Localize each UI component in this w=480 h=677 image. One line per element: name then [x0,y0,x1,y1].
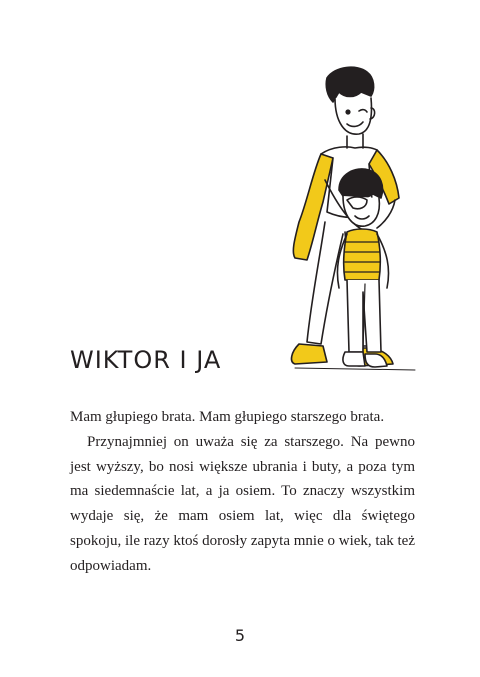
chapter-title: WIKTOR I JA [70,346,222,374]
paragraph-2: Przynajmniej on uważa się za starszego. Na pewno jest wyższy, bo nosi większe ubrania i buty, a poza tym ma siedemnaście lat, a ja osiem. To znaczy wszystkim wydaje się, że mam osiem lat, więc dla świętego spokoju, ile razy ktoś dorosły zapyta mnie o wiek, tak też odpowiadam. [70,433,415,574]
chapter-body [70,405,415,579]
paragraph-1: Mam głupiego brata. Mam głupiego starszego brata. [70,409,385,425]
brothers-illustration [255,62,420,387]
page-number: 5 [234,626,246,645]
